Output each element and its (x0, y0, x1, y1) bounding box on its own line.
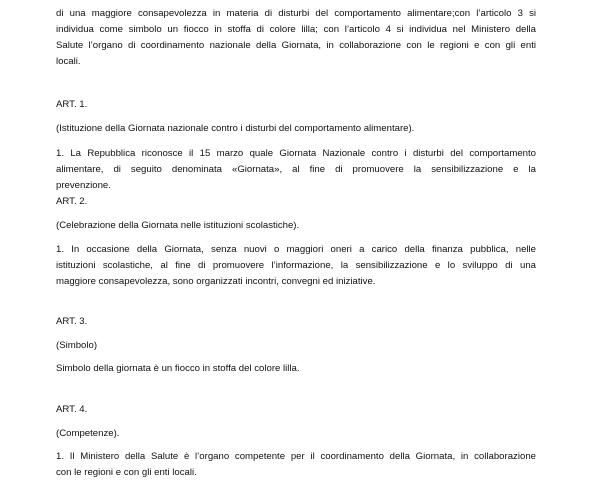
art2-paragraph (56, 242, 536, 290)
art1-paragraph (56, 146, 536, 194)
intro-paragraph (56, 6, 536, 70)
art2-line: 1. In occasione della Giornata, senza nuovi o maggiori oneri a carico della finanza pubblica, nelle (56, 244, 536, 255)
intro-line: Salute l’organo di coordinamento nazionale della Giornata, in collaborazione con le regioni e con gli enti (56, 40, 536, 51)
art1-line: 1. La Repubblica riconosce il 15 marzo quale Giornata Nazionale contro i disturbi del comportamento (56, 148, 536, 159)
art2-line: maggiore consapevolezza, sono organizzati incontri, convegni ed iniziative. (56, 276, 376, 287)
art4-heading: ART. 4. (56, 404, 88, 415)
art4-line: con le regioni e con gli enti locali. (56, 467, 197, 478)
art3-title: (Simbolo) (56, 340, 98, 351)
art1-line: prevenzione. (56, 180, 111, 191)
art4-title: (Competenze). (56, 428, 120, 439)
intro-line: locali. (56, 56, 81, 67)
art2-heading: ART. 2. (56, 196, 88, 207)
art2-title: (Celebrazione della Giornata nelle istituzioni scolastiche). (56, 220, 300, 231)
art4-line: 1. Il Ministero della Salute è l’organo competente per il coordinamento della Giornata, in collaborazione (56, 451, 536, 462)
art1-title: (Istituzione della Giornata nazionale contro i disturbi del comportamento alimentare). (56, 123, 415, 134)
art2-line: istituzioni scolastiche, al fine di promuovere l’informazione, la sensibilizzazione e lo sviluppo di una (56, 260, 536, 271)
intro-line: individua come simbolo un fiocco in stoffa di colore lilla; con l’articolo 4 si individua nel Ministero della (56, 24, 536, 35)
art3-heading: ART. 3. (56, 316, 88, 327)
intro-line: di una maggiore consapevolezza in materia di disturbi del comportamento alimentare;con l’articolo 3 si (56, 8, 536, 19)
art4-paragraph (56, 449, 536, 481)
art1-line: alimentare, di seguito denominata «Giornata», al fine di promuovere la sensibilizzazione e la (56, 164, 536, 175)
art3-body: Simbolo della giornata è un fiocco in stoffa del colore lilla. (56, 363, 300, 374)
art1-heading: ART. 1. (56, 99, 88, 110)
